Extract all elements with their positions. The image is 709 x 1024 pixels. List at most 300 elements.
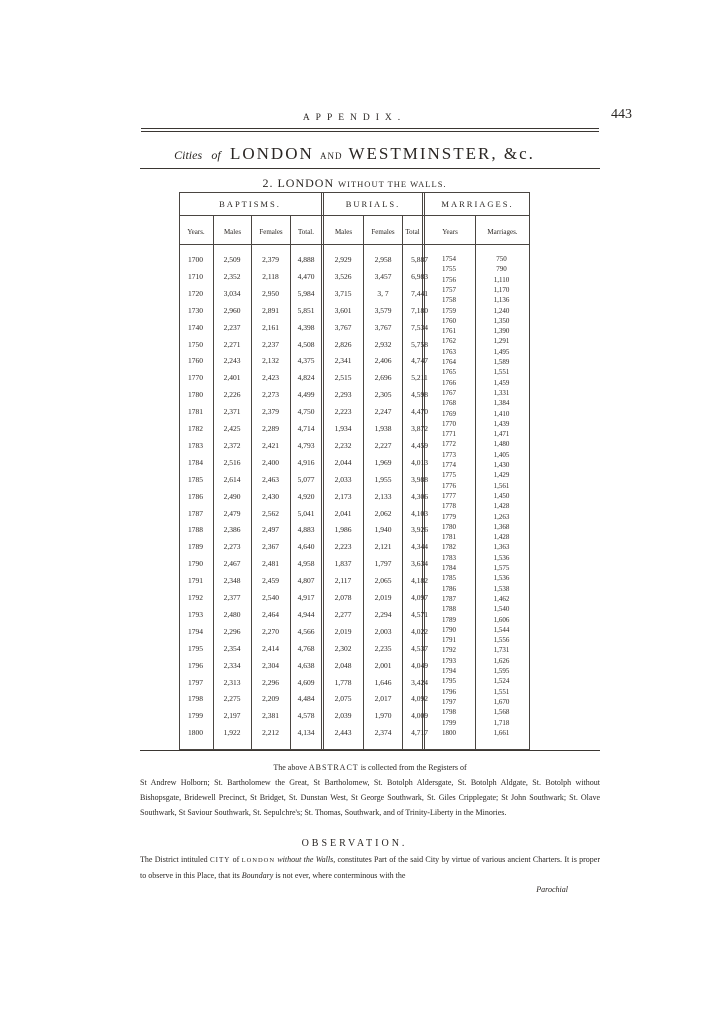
burial-females: 2,958 — [374, 255, 392, 264]
burial-total: 4,598 — [411, 390, 428, 400]
row-year: 1786 — [188, 491, 203, 501]
row-year: 1700 — [188, 255, 203, 264]
baptism-total: 4,944 — [297, 609, 315, 619]
burial-females: 3, 7 — [377, 288, 389, 298]
burial-females: 1,969 — [374, 457, 392, 467]
baptism-females: 2,459 — [262, 576, 279, 586]
baptism-females: 2,379 — [262, 407, 279, 417]
burial-total: 4,092 — [411, 694, 428, 704]
marriage-count: 1,459 — [493, 378, 510, 387]
burial-males: 2,293 — [334, 390, 352, 400]
title-westminster: WESTMINSTER, &c. — [348, 144, 535, 163]
marriage-year: 1774 — [442, 461, 456, 469]
marriage-count: 1,390 — [493, 327, 510, 336]
marriage-count: 1,606 — [493, 615, 510, 624]
row-year: 1740 — [188, 322, 203, 332]
burial-females: 2,247 — [374, 407, 392, 417]
marriage-count: 790 — [496, 265, 507, 274]
marriage-count: 1,589 — [493, 358, 510, 366]
marriage-count: 750 — [496, 255, 507, 263]
baptism-males: 2,243 — [223, 356, 241, 366]
baptism-males: 2,490 — [223, 491, 241, 501]
marriage-count: 1,575 — [493, 564, 510, 572]
burial-males: 2,443 — [334, 728, 352, 738]
marriage-year: 1761 — [442, 327, 456, 336]
burial-total: 3,988 — [411, 474, 428, 484]
title-cities: Cities — [174, 148, 203, 162]
marriage-count: 1,540 — [493, 605, 510, 614]
header-rule — [141, 128, 599, 129]
baptism-females: 2,891 — [262, 305, 279, 315]
marriage-year: 1769 — [442, 409, 456, 418]
burial-females: 2,062 — [374, 508, 392, 518]
baptism-males: 2,334 — [223, 660, 241, 670]
burial-males: 3,715 — [334, 288, 352, 298]
marriage-count: 1,263 — [493, 512, 510, 521]
burial-males: 2,041 — [334, 508, 352, 518]
burial-males: 2,341 — [334, 356, 352, 366]
marriage-count: 1,368 — [493, 522, 510, 531]
burial-males: 2,075 — [334, 694, 352, 704]
baptism-total: 5,851 — [297, 305, 315, 315]
baptism-males: 2,352 — [223, 271, 241, 281]
burial-females: 2,133 — [374, 491, 392, 501]
obs-of: of — [232, 855, 240, 864]
baptism-males: 2,237 — [223, 322, 241, 332]
obs-text-2: constitutes Part of the said City by virtue of various ancient Charters. It is proper to observe in this Place, that its — [140, 855, 601, 880]
baptism-total: 4,916 — [297, 457, 315, 467]
baptism-females: 2,430 — [262, 491, 279, 501]
page-number: 443 — [611, 107, 632, 122]
baptism-females: 2,367 — [262, 542, 279, 552]
marriage-year: 1798 — [442, 708, 456, 717]
marriage-count: 1,428 — [493, 502, 510, 511]
baptism-females: 2,270 — [262, 626, 279, 636]
row-year: 1780 — [188, 390, 203, 400]
marriage-count: 1,405 — [493, 450, 510, 459]
baptism-males: 1,922 — [223, 728, 241, 738]
baptism-total: 4,499 — [297, 390, 315, 400]
baptism-total: 4,375 — [297, 356, 315, 366]
baptism-females: 2,237 — [262, 339, 279, 349]
marriage-year: 1778 — [442, 502, 456, 511]
abstract-lead: The above — [273, 763, 307, 772]
marriage-year: 1781 — [442, 533, 456, 542]
marriage-count: 1,595 — [493, 667, 510, 675]
marriage-year: 1787 — [442, 594, 456, 603]
baptism-total: 4,609 — [297, 677, 315, 687]
marriage-year: 1792 — [442, 646, 456, 655]
burial-females: 2,001 — [374, 660, 392, 670]
burial-total: 4,717 — [411, 728, 428, 738]
marriage-count: 1,524 — [493, 677, 510, 686]
marriage-count: 1,384 — [493, 399, 510, 408]
baptism-females: 2,414 — [262, 643, 279, 653]
burial-females: 2,374 — [374, 728, 392, 738]
col-males: Males — [223, 228, 242, 236]
marriage-year: 1768 — [442, 399, 456, 408]
marriage-count: 1,439 — [493, 419, 510, 428]
marriage-count: 1,561 — [493, 481, 510, 490]
baptism-females: 2,379 — [262, 255, 279, 264]
baptism-females: 2,304 — [262, 660, 279, 670]
marriage-year: 1773 — [442, 450, 456, 459]
marriage-count: 1,551 — [493, 687, 510, 696]
baptism-males: 2,509 — [223, 255, 241, 264]
marriage-count: 1,480 — [493, 440, 510, 449]
row-year: 1788 — [188, 525, 203, 535]
burial-females: 2,003 — [374, 626, 392, 636]
baptism-total: 4,134 — [297, 728, 315, 738]
baptism-females: 2,463 — [262, 474, 279, 484]
burial-total: 3,926 — [411, 525, 428, 535]
col-burial-males: Males — [334, 228, 353, 236]
burial-females: 2,406 — [374, 356, 392, 366]
baptism-females: 2,289 — [262, 424, 279, 433]
burial-total: 4,571 — [411, 609, 428, 619]
baptism-males: 2,467 — [223, 559, 241, 569]
burial-females: 2,932 — [374, 339, 392, 349]
burial-females: 2,696 — [374, 373, 392, 383]
burial-males: 1,837 — [334, 559, 352, 569]
marriage-count: 1,240 — [493, 306, 510, 315]
subtitle-number: 2. — [262, 176, 274, 190]
burial-males: 2,929 — [334, 255, 352, 264]
marriage-count: 1,495 — [493, 347, 510, 356]
baptism-males: 2,377 — [223, 593, 241, 602]
abstract-body: St Andrew Holborn; St. Bartholomew the Great, St Bartholomew, St. Botolph Aldersgate, St. Botolph Aldgate, St. Botolph without Bishopsgate, Bridewell Precinct, St Bridget, St. Dunstan West, St George Southwark, St. Giles Cripplegate; St John Southwark; St. Olave Southwark, St Saviour Southwark, St. Sepulchre's; St. Thomas, Southwark, and of Trinity-Liberty in the Minories. — [140, 778, 600, 817]
subtitle-london: LONDON — [277, 176, 335, 190]
marriage-count: 1,718 — [493, 718, 510, 727]
baptism-total: 4,470 — [297, 271, 315, 281]
baptism-females: 2,132 — [262, 356, 279, 366]
marriage-year: 1779 — [442, 512, 456, 521]
group-burials: BURIALS. — [345, 199, 401, 209]
burial-total: 5,211 — [411, 373, 428, 383]
burial-males: 2,173 — [334, 491, 352, 501]
baptism-total: 4,714 — [297, 424, 315, 433]
baptism-females: 2,296 — [262, 677, 279, 687]
baptism-total: 4,917 — [297, 593, 315, 602]
group-baptisms: BAPTISMS. — [219, 199, 281, 209]
burial-males: 2,078 — [334, 593, 352, 602]
obs-city: CITY — [209, 856, 231, 864]
burial-males: 3,767 — [334, 322, 352, 332]
baptism-females: 2,421 — [262, 440, 279, 450]
marriage-count: 1,170 — [493, 285, 510, 294]
baptism-males: 2,296 — [223, 626, 241, 636]
subtitle-rest: WITHOUT THE WALLS. — [338, 179, 447, 189]
marriage-count: 1,536 — [493, 574, 510, 583]
row-year: 1799 — [188, 711, 203, 721]
baptism-females: 2,209 — [262, 694, 279, 704]
burial-total: 4,103 — [411, 508, 428, 518]
burial-males: 2,039 — [334, 711, 352, 721]
marriage-year: 1755 — [442, 265, 456, 274]
burial-total: 4,182 — [411, 576, 428, 586]
baptism-total: 4,768 — [297, 643, 315, 653]
burial-females: 1,938 — [374, 424, 392, 433]
burial-females: 3,767 — [374, 322, 392, 332]
obs-boundary: Boundary — [241, 871, 274, 880]
marriage-year: 1785 — [442, 574, 456, 583]
baptism-total: 4,750 — [297, 407, 315, 417]
burial-males: 2,044 — [334, 457, 352, 467]
baptism-total: 4,640 — [297, 542, 315, 552]
burial-males: 2,033 — [334, 474, 352, 484]
obs-london: LONDON — [241, 857, 276, 864]
marriage-year: 1776 — [442, 481, 456, 490]
obs-text-3: is not ever, where conterminous with the — [275, 871, 406, 880]
burial-females: 3,579 — [374, 305, 392, 315]
marriage-count: 1,430 — [493, 461, 510, 469]
marriage-year: 1797 — [442, 697, 456, 706]
baptism-males: 2,271 — [223, 339, 241, 349]
table-head-rule — [179, 244, 530, 245]
burial-females: 2,019 — [374, 593, 392, 602]
baptism-males: 2,480 — [223, 609, 241, 619]
burial-total: 7,441 — [411, 288, 428, 298]
abstract-lead-line — [140, 760, 600, 775]
row-year: 1783 — [188, 440, 203, 450]
col-total: Total. — [297, 228, 315, 236]
burial-total: 3,424 — [411, 677, 428, 687]
observation-paragraph — [140, 852, 600, 883]
marriage-year: 1793 — [442, 656, 456, 665]
header-rule-double — [141, 131, 599, 132]
col-burial-total: Total — [405, 228, 420, 236]
burial-females: 2,065 — [374, 576, 392, 586]
marriage-year: 1767 — [442, 388, 456, 397]
burial-total: 5,758 — [411, 339, 428, 349]
marriage-count: 1,428 — [493, 533, 510, 542]
obs-without: without the Walls, — [277, 855, 336, 864]
marriage-count: 1,136 — [493, 296, 510, 305]
section-subtitle — [0, 176, 709, 191]
burial-total: 6,983 — [411, 271, 428, 281]
burial-females: 3,457 — [374, 271, 392, 281]
marriage-year: 1794 — [442, 667, 456, 675]
row-year: 1794 — [188, 626, 203, 636]
marriage-year: 1754 — [442, 255, 456, 263]
abstract-paragraph — [140, 760, 600, 820]
row-year: 1760 — [188, 356, 203, 366]
table-foot-rule — [140, 750, 600, 751]
marriage-year: 1791 — [442, 636, 456, 645]
baptism-females: 2,423 — [262, 373, 279, 383]
running-head: APPENDIX. — [302, 113, 407, 123]
burial-total: 5,887 — [411, 255, 428, 264]
baptism-females: 2,273 — [262, 390, 279, 400]
baptism-females: 2,464 — [262, 609, 279, 619]
marriage-year: 1782 — [442, 543, 456, 552]
burial-males: 2,232 — [334, 440, 352, 450]
marriage-year: 1775 — [442, 471, 456, 480]
baptism-females: 2,381 — [262, 711, 279, 721]
burial-total: 3,634 — [411, 559, 428, 569]
burial-total: 4,470 — [411, 407, 428, 417]
marriage-count: 1,363 — [493, 543, 510, 552]
marriage-count: 1,110 — [493, 275, 510, 284]
marriage-count: 1,544 — [493, 625, 510, 634]
burial-males: 2,048 — [334, 660, 352, 670]
marriage-year: 1764 — [442, 358, 456, 366]
burial-total: 7,180 — [411, 305, 428, 315]
burial-total: 4,459 — [411, 440, 428, 450]
marriage-year: 1756 — [442, 275, 456, 284]
row-year: 1781 — [188, 407, 203, 417]
marriage-year: 1800 — [442, 728, 456, 737]
baptism-total: 4,484 — [297, 694, 315, 704]
table-group-rule — [179, 215, 530, 216]
row-year: 1800 — [188, 728, 203, 738]
marriage-count: 1,731 — [493, 646, 510, 655]
row-year: 1795 — [188, 643, 203, 653]
col-females: Females — [259, 228, 283, 236]
baptism-males: 2,386 — [223, 525, 241, 535]
baptism-females: 2,950 — [262, 288, 279, 298]
row-year: 1730 — [188, 305, 203, 315]
title-rule — [140, 168, 600, 169]
baptism-males: 2,226 — [223, 390, 241, 400]
marriage-count: 1,568 — [493, 708, 510, 717]
burial-total: 4,344 — [411, 542, 428, 552]
burial-females: 2,121 — [374, 542, 392, 552]
marriage-count: 1,450 — [493, 491, 510, 500]
burial-males: 1,934 — [334, 424, 352, 433]
title-of: of — [211, 148, 221, 162]
baptism-males: 2,348 — [223, 576, 241, 586]
baptism-total: 5,077 — [297, 474, 315, 484]
row-year: 1750 — [188, 339, 203, 349]
table-top-rule — [179, 192, 530, 193]
baptism-total: 4,566 — [297, 626, 315, 636]
marriage-year: 1790 — [442, 625, 456, 634]
baptism-females: 2,497 — [262, 525, 279, 535]
statistics-table — [179, 192, 530, 750]
marriage-year: 1783 — [442, 553, 456, 562]
obs-text-1: The District intituled — [140, 855, 208, 864]
row-year: 1782 — [188, 424, 203, 433]
baptism-total: 4,398 — [297, 322, 315, 332]
marriage-year: 1765 — [442, 368, 456, 377]
marriage-year: 1762 — [442, 337, 456, 346]
marriage-count: 1,551 — [493, 368, 510, 377]
abstract-rest: is collected from the Registers of — [360, 763, 467, 772]
marriage-count: 1,670 — [493, 697, 510, 706]
baptism-total: 4,807 — [297, 576, 315, 586]
row-year: 1790 — [188, 559, 203, 569]
burial-males: 3,601 — [334, 305, 352, 315]
page-title — [0, 144, 709, 164]
marriage-year: 1795 — [442, 677, 456, 686]
baptism-total: 4,824 — [297, 373, 315, 383]
burial-total: 3,872 — [411, 424, 428, 433]
burial-total: 4,537 — [411, 643, 428, 653]
marriage-year: 1760 — [442, 316, 456, 325]
row-year: 1784 — [188, 457, 203, 467]
marriage-row — [425, 728, 530, 739]
burial-females: 2,305 — [374, 390, 392, 400]
marriage-year: 1766 — [442, 378, 456, 387]
burial-males: 2,302 — [334, 643, 352, 653]
marriage-count: 1,471 — [493, 430, 510, 439]
burial-total: 7,534 — [411, 322, 428, 332]
burial-males: 2,117 — [334, 576, 352, 586]
baptism-males: 2,516 — [223, 457, 241, 467]
marriage-year: 1777 — [442, 491, 456, 500]
marriage-year: 1789 — [442, 615, 456, 624]
baptism-females: 2,540 — [262, 593, 279, 602]
burial-total: 4,013 — [411, 457, 428, 467]
catchword: Parochial — [536, 885, 568, 894]
marriage-year: 1786 — [442, 584, 456, 593]
marriage-count: 1,429 — [493, 471, 510, 480]
marriage-year: 1780 — [442, 522, 456, 531]
marriage-year: 1796 — [442, 687, 456, 696]
baptism-total: 4,638 — [297, 660, 315, 670]
baptism-total: 4,888 — [297, 255, 315, 264]
burial-total: 4,049 — [411, 660, 428, 670]
marriage-count: 1,538 — [493, 584, 510, 593]
baptism-total: 4,958 — [297, 559, 315, 569]
burial-females: 1,646 — [374, 677, 392, 687]
burial-females: 1,797 — [374, 559, 392, 569]
baptism-total: 4,920 — [297, 491, 315, 501]
burial-females: 2,235 — [374, 643, 392, 653]
marriage-count: 1,462 — [493, 594, 510, 603]
observation-heading: OBSERVATION. — [301, 838, 408, 849]
baptism-total: 4,793 — [297, 440, 315, 450]
burial-males: 2,223 — [334, 407, 352, 417]
baptism-females: 2,481 — [262, 559, 279, 569]
baptism-males: 2,313 — [223, 677, 241, 687]
baptism-total: 4,578 — [297, 711, 315, 721]
baptism-males: 2,425 — [223, 424, 241, 433]
burial-males: 1,778 — [334, 677, 352, 687]
row-year: 1720 — [188, 288, 203, 298]
baptism-total: 4,508 — [297, 339, 315, 349]
marriage-year: 1784 — [442, 564, 456, 572]
baptism-males: 2,614 — [223, 474, 241, 484]
marriage-count: 1,626 — [493, 656, 510, 665]
abstract-word: ABSTRACT — [308, 763, 359, 772]
baptism-males: 2,372 — [223, 440, 241, 450]
baptism-females: 2,562 — [262, 508, 279, 518]
row-year: 1793 — [188, 609, 203, 619]
row-year: 1770 — [188, 373, 203, 383]
burial-females: 2,017 — [374, 694, 392, 704]
burial-females: 2,227 — [374, 440, 392, 450]
baptism-total: 5,984 — [297, 288, 315, 298]
burial-males: 1,986 — [334, 525, 352, 535]
marriage-year: 1799 — [442, 718, 456, 727]
col-years: Years. — [187, 228, 205, 236]
burial-total: 4,009 — [411, 711, 428, 721]
burial-total: 4,097 — [411, 593, 428, 602]
row-year: 1792 — [188, 593, 203, 602]
row-year: 1785 — [188, 474, 203, 484]
burial-males: 3,526 — [334, 271, 352, 281]
row-year: 1789 — [188, 542, 203, 552]
burial-total: 4,747 — [411, 356, 428, 366]
baptism-total: 4,883 — [297, 525, 315, 535]
burial-females: 1,970 — [374, 711, 392, 721]
row-year: 1791 — [188, 576, 203, 586]
baptism-females: 2,118 — [262, 271, 279, 281]
burial-males: 2,019 — [334, 626, 352, 636]
col-burial-females: Females — [371, 228, 395, 236]
